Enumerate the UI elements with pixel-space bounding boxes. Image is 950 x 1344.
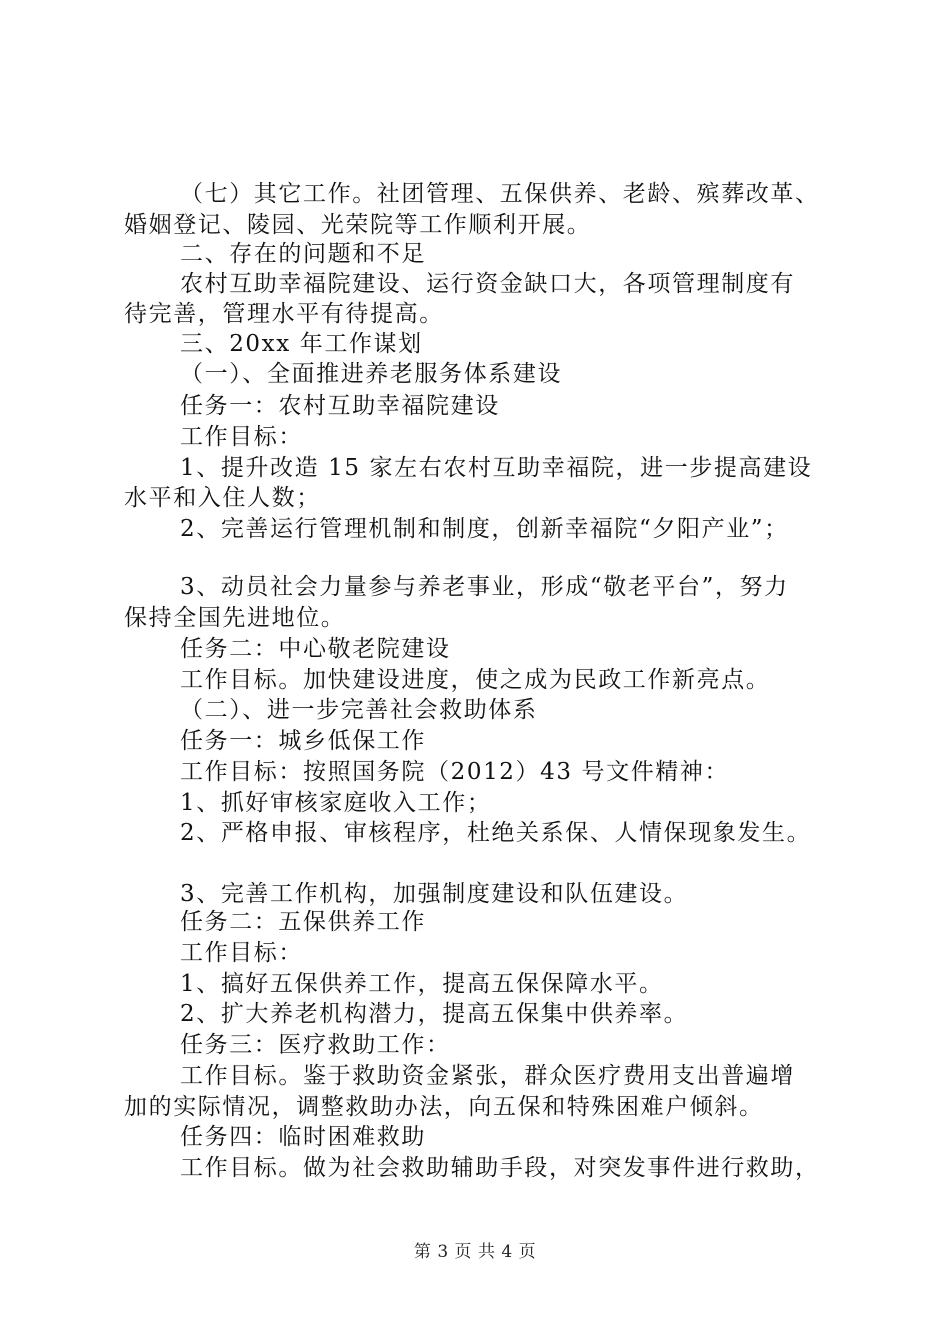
section-heading-3: 三、20xx 年工作谋划 xyxy=(180,331,423,357)
section-heading-2: 二、存在的问题和不足 xyxy=(180,241,426,267)
subsection-heading-1: （一）、全面推进养老服务体系建设 xyxy=(180,361,563,387)
list-item-cont: 保持全国先进地位。 xyxy=(124,605,346,631)
list-item: 1、搞好五保供养工作，提高五保保障水平。 xyxy=(180,971,664,997)
subsection-heading-2: （二）、进一步完善社会救助体系 xyxy=(180,697,538,723)
goal-label: 工作目标： xyxy=(180,940,303,966)
goal-text: 工作目标。做为社会救助辅助手段，对突发事件进行救助， xyxy=(180,1155,820,1181)
goal-text: 工作目标。加快建设进度，使之成为民政工作新亮点。 xyxy=(180,667,771,693)
task-heading: 任务二：中心敬老院建设 xyxy=(180,636,451,662)
goal-label: 工作目标： xyxy=(180,424,303,450)
paragraph-line-1: （七）其它工作。社团管理、五保供养、老龄、殡葬改革、 xyxy=(180,181,820,207)
task-heading: 任务二：五保供养工作 xyxy=(180,909,426,935)
goal-text: 工作目标。鉴于救助资金紧张，群众医疗费用支出普遍增 xyxy=(180,1063,795,1089)
goal-text-cont: 加的实际情况，调整救助办法，向五保和特殊困难户倾斜。 xyxy=(124,1094,764,1120)
paragraph-line-4: 待完善，管理水平有待提高。 xyxy=(124,301,444,327)
paragraph-line-3: 农村互助幸福院建设、运行资金缺口大，各项管理制度有 xyxy=(180,271,795,297)
list-item: 2、严格申报、审核程序，杜绝关系保、人情保现象发生。 xyxy=(180,820,812,846)
list-item: 1、提升改造 15 家左右农村互助幸福院，进一步提高建设 xyxy=(180,455,813,481)
list-item: 3、完善工作机构，加强制度建设和队伍建设。 xyxy=(180,881,689,907)
list-item: 1、抓好审核家庭收入工作； xyxy=(180,790,492,816)
list-item: 3、动员社会力量参与养老事业，形成“敬老平台”，努力 xyxy=(180,574,789,600)
page-number-footer: 第 3 页 共 4 页 xyxy=(413,1242,537,1262)
task-heading: 任务三：医疗救助工作： xyxy=(180,1032,451,1058)
list-item-cont: 水平和入住人数； xyxy=(124,485,321,511)
list-item: 2、完善运行管理机制和制度，创新幸福院“夕阳产业”； xyxy=(180,516,789,542)
goal-text: 工作目标：按照国务院（2012）43 号文件精神： xyxy=(180,759,730,785)
task-heading: 任务一：农村互助幸福院建设 xyxy=(180,393,500,419)
list-item: 2、扩大养老机构潜力，提高五保集中供养率。 xyxy=(180,1001,689,1027)
task-heading: 任务四：临时困难救助 xyxy=(180,1124,426,1150)
task-heading: 任务一：城乡低保工作 xyxy=(180,728,426,754)
paragraph-line-2: 婚姻登记、陵园、光荣院等工作顺利开展。 xyxy=(124,212,592,238)
